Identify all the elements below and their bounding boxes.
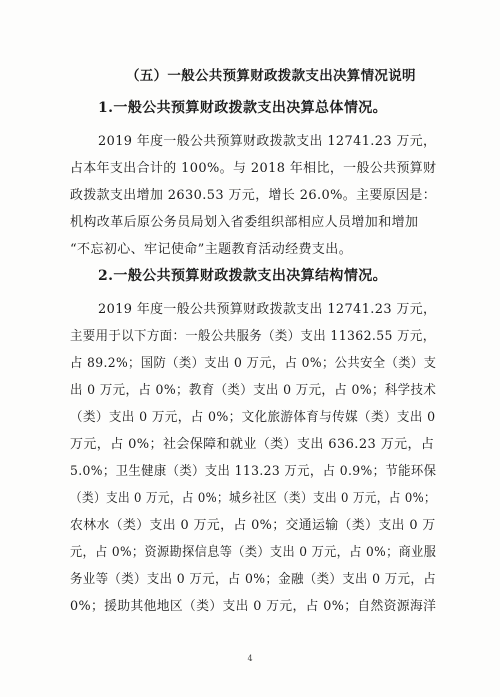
paragraph-line: 政拨款支出增加 2630.53 万元，增长 26.0%。主要原因是： (70, 188, 437, 203)
paragraph-line: 占 89.2%；国防（类）支出 0 万元，占 0%；公共安全（类）支 (70, 356, 437, 371)
paragraph-line: 农林水（类）支出 0 万元，占 0%；交通运输（类）支出 0 万 (70, 518, 436, 533)
paragraph-line: 万元，占 0%；社会保障和就业（类）支出 636.23 万元，占 (70, 437, 435, 452)
page-number: 4 (247, 654, 253, 663)
paragraph-line: 出 0 万元，占 0%；教育（类）支出 0 万元，占 0%；科学技术 (70, 383, 437, 398)
paragraph-line: 2019 年度一般公共预算财政拨款支出 12741.23 万元， (98, 134, 437, 149)
paragraph-line: （类）支出 0 万元，占 0%；文化旅游体育与传媒（类）支出 0 (70, 410, 436, 425)
paragraph-line: 5.0%；卫生健康（类）支出 113.23 万元，占 0.9%；节能环保 (70, 464, 437, 479)
part1-title: 1.一般公共预算财政拨款支出决算总体情况。 (98, 100, 388, 116)
paragraph-line: 2019 年度一般公共预算财政拨款支出 12741.23 万元， (98, 302, 437, 317)
part2-title: 2.一般公共预算财政拨款支出决算结构情况。 (98, 268, 388, 284)
paragraph-line: 0%；援助其他地区（类）支出 0 万元，占 0%；自然资源海洋 (70, 599, 437, 614)
paragraph-line: “不忘初心、牢记使命”主题教育活动经费支出。 (70, 242, 353, 257)
paragraph-line: （类）支出 0 万元，占 0%；城乡社区（类）支出 0 万元，占 0%； (70, 491, 437, 506)
paragraph-line: 机构改革后原公务员局划入省委组织部相应人员增加和增加 (70, 215, 419, 230)
paragraph-line: 元，占 0%；资源勘探信息等（类）支出 0 万元，占 0%；商业服 (70, 545, 437, 560)
paragraph-line: 占本年支出合计的 100%。与 2018 年相比，一般公共预算财 (70, 161, 437, 176)
section-heading: （五）一般公共预算财政拨款支出决算情况说明 (126, 68, 416, 84)
paragraph-line: 务业等（类）支出 0 万元，占 0%；金融（类）支出 0 万元，占 (70, 572, 437, 587)
paragraph-line: 主要用于以下方面：一般公共服务（类）支出 11362.55 万元， (70, 329, 436, 344)
